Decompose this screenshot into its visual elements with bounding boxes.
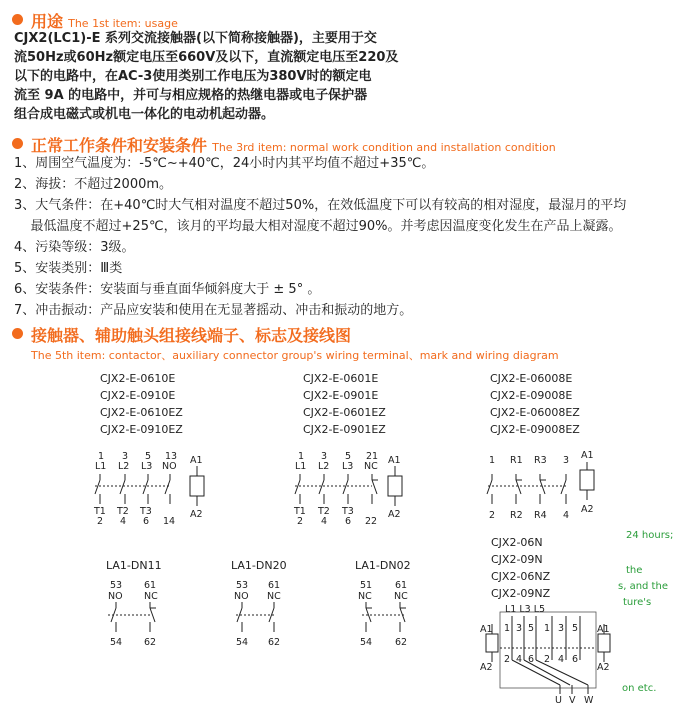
- svg-text:54: 54: [110, 637, 123, 648]
- overflow-text: on etc.: [622, 683, 657, 694]
- condition-item: 3、大气条件：在+40℃时大气相对温度不超过50%，在效低温度下可以有较高的相对湿度，最湿月的平均: [14, 198, 627, 213]
- pole: [95, 474, 170, 504]
- svg-text:2: 2: [489, 510, 496, 521]
- svg-text:1: 1: [98, 451, 105, 462]
- model-name: CJX2-E-0910E: [100, 389, 176, 402]
- svg-text:5: 5: [528, 623, 535, 634]
- svg-text:5: 5: [345, 451, 352, 462]
- aux-diagram-dn20: [234, 580, 281, 648]
- svg-text:22: 22: [365, 516, 378, 527]
- bullet-dot: [12, 138, 23, 149]
- model-name: CJX2-09NZ: [491, 587, 551, 600]
- group4-models: [491, 534, 550, 602]
- svg-text:T2: T2: [117, 506, 129, 517]
- model-name: CJX2-06NZ: [491, 570, 551, 583]
- svg-text:21: 21: [366, 451, 379, 462]
- svg-text:L1: L1: [295, 461, 307, 472]
- svg-text:5: 5: [145, 451, 152, 462]
- section1-title-en: The 1st item: usage: [68, 17, 178, 30]
- svg-text:A2: A2: [581, 504, 594, 515]
- model-name: CJX2-E-0610E: [100, 372, 176, 385]
- model-name: CJX2-E-09008E: [490, 389, 573, 402]
- svg-text:2: 2: [297, 516, 304, 527]
- overflow-text: s, and the: [618, 581, 668, 592]
- svg-text:R1: R1: [510, 455, 523, 466]
- svg-text:A1: A1: [388, 455, 401, 466]
- svg-text:R3: R3: [534, 455, 547, 466]
- svg-text:L1 L3 L5: L1 L3 L5: [505, 604, 546, 615]
- section1-line: 流至 9A 的电路中，并可与相应规格的热继电器或电子保护器: [14, 88, 368, 103]
- aux-dn11-title: LA1-DN11: [106, 559, 162, 572]
- section5-title-cn: 接触器、辅助触头组接线端子、标志及接线图: [31, 326, 352, 345]
- wiring-diagram-1: [93, 451, 204, 527]
- svg-text:A1: A1: [480, 624, 493, 635]
- svg-text:4: 4: [321, 516, 328, 527]
- model-name: CJX2-E-09008EZ: [490, 423, 580, 436]
- svg-text:3: 3: [516, 623, 523, 634]
- model-name: CJX2-E-0901EZ: [303, 423, 386, 436]
- aux-dn02-title: LA1-DN02: [355, 559, 411, 572]
- svg-text:14: 14: [163, 516, 176, 527]
- svg-text:5: 5: [572, 623, 579, 634]
- model-name: CJX2-E-0601EZ: [303, 406, 386, 419]
- svg-text:NO: NO: [234, 591, 249, 602]
- section3-title-cn: 正常工作条件和安装条件: [31, 136, 208, 155]
- svg-text:2: 2: [504, 654, 511, 665]
- svg-text:2: 2: [544, 654, 551, 665]
- svg-text:4: 4: [558, 654, 565, 665]
- svg-text:W: W: [584, 695, 594, 706]
- svg-text:53: 53: [236, 580, 249, 591]
- svg-text:2: 2: [97, 516, 104, 527]
- group2-models: [303, 370, 386, 438]
- section3-list: [14, 153, 626, 321]
- svg-text:6: 6: [143, 516, 150, 527]
- overflow-text: ture's: [623, 597, 652, 608]
- model-name: CJX2-E-0910EZ: [100, 423, 183, 436]
- svg-text:NO: NO: [162, 461, 177, 472]
- svg-text:R4: R4: [534, 510, 547, 521]
- svg-text:T2: T2: [318, 506, 330, 517]
- svg-text:L1: L1: [95, 461, 107, 472]
- model-name: CJX2-E-0901E: [303, 389, 379, 402]
- svg-text:T1: T1: [294, 506, 306, 517]
- svg-text:V: V: [569, 695, 576, 706]
- section1-line: 流50Hz或60Hz额定电压至660V及以下，直流额定电压至220及: [14, 50, 399, 65]
- svg-text:51: 51: [360, 580, 373, 591]
- condition-item: 2、海拔：不超过2000m。: [14, 177, 173, 192]
- svg-text:L2: L2: [118, 461, 130, 472]
- svg-text:62: 62: [268, 637, 281, 648]
- svg-text:A1: A1: [597, 624, 610, 635]
- svg-text:3: 3: [558, 623, 565, 634]
- section1-title-cn: 用途: [31, 12, 64, 31]
- condition-item: 6、安装条件：安装面与垂直面华倾斜度大于 ± 5° 。: [14, 282, 321, 297]
- section1-body: [14, 29, 398, 124]
- model-name: CJX2-E-06008E: [490, 372, 573, 385]
- svg-text:U: U: [555, 695, 562, 706]
- svg-text:54: 54: [360, 637, 373, 648]
- svg-text:NC: NC: [267, 591, 281, 602]
- svg-text:R2: R2: [510, 510, 523, 521]
- group1-models: [100, 370, 183, 438]
- model-name: CJX2-E-0601E: [303, 372, 379, 385]
- condition-item: 5、安装类别：Ⅲ类: [14, 261, 123, 276]
- svg-text:54: 54: [236, 637, 249, 648]
- svg-text:62: 62: [144, 637, 157, 648]
- bullet-dot: [12, 14, 23, 25]
- section5-title-en: The 5th item: contactor、auxiliary connector group's wiring terminal、mark and wiring diagram: [31, 349, 559, 362]
- svg-text:A2: A2: [388, 509, 401, 520]
- svg-text:62: 62: [395, 637, 408, 648]
- condition-item: 7、冲击振动：产品应安装和使用在无显著摇动、冲击和振动的地方。: [14, 303, 413, 318]
- bullet-dot: [12, 328, 23, 339]
- svg-text:53: 53: [110, 580, 123, 591]
- wiring-diagram-2: [293, 451, 402, 527]
- model-name: CJX2-E-06008EZ: [490, 406, 580, 419]
- svg-text:T1: T1: [94, 506, 106, 517]
- wiring-diagram-3: [487, 450, 594, 521]
- svg-text:NC: NC: [358, 591, 372, 602]
- model-name: CJX2-E-0610EZ: [100, 406, 183, 419]
- svg-text:NC: NC: [394, 591, 408, 602]
- aux-dn20-title: LA1-DN20: [231, 559, 287, 572]
- svg-text:1: 1: [544, 623, 551, 634]
- condition-item: 4、污染等级：3级。: [14, 240, 135, 255]
- aux-diagram-dn11: [108, 580, 158, 648]
- svg-text:1: 1: [489, 455, 496, 466]
- aux-diagram-dn02: [358, 580, 408, 648]
- svg-text:4: 4: [516, 654, 523, 665]
- section1-line: 组合成电磁式或机电一体化的电动机起动器。: [14, 107, 275, 122]
- svg-text:NC: NC: [364, 461, 378, 472]
- group3-models: [490, 370, 580, 438]
- svg-text:A2: A2: [597, 662, 610, 673]
- svg-text:A1: A1: [581, 450, 594, 461]
- svg-text:61: 61: [395, 580, 408, 591]
- svg-text:A2: A2: [480, 662, 493, 673]
- model-name: CJX2-09N: [491, 553, 543, 566]
- section1-line: 以下的电路中，在AC-3使用类别工作电压为380V时的额定电: [14, 69, 372, 84]
- reversing-wiring-diagram: [480, 604, 610, 706]
- svg-text:L2: L2: [318, 461, 330, 472]
- svg-text:3: 3: [563, 455, 570, 466]
- svg-text:1: 1: [298, 451, 305, 462]
- svg-text:3: 3: [321, 451, 328, 462]
- condition-item: 1、周围空气温度为：-5℃~+40℃，24小时内其平均值不超过+35℃。: [14, 156, 435, 171]
- svg-text:NO: NO: [108, 591, 123, 602]
- svg-text:6: 6: [345, 516, 352, 527]
- svg-text:A2: A2: [190, 509, 203, 520]
- svg-text:T3: T3: [342, 506, 354, 517]
- svg-text:4: 4: [563, 510, 570, 521]
- svg-text:L3: L3: [141, 461, 153, 472]
- svg-text:L3: L3: [342, 461, 354, 472]
- svg-text:13: 13: [165, 451, 178, 462]
- svg-text:61: 61: [268, 580, 281, 591]
- svg-text:NC: NC: [144, 591, 158, 602]
- svg-text:A1: A1: [190, 455, 203, 466]
- overflow-text: 24 hours;: [626, 530, 674, 541]
- svg-text:T3: T3: [140, 506, 152, 517]
- overflow-text: the: [626, 565, 643, 576]
- condition-item: 最低温度不超过+25℃，该月的平均最大相对湿度不超过90%。并考虑因温度变化发生在产品上凝露。: [14, 219, 622, 234]
- svg-text:4: 4: [120, 516, 127, 527]
- svg-text:1: 1: [504, 623, 511, 634]
- svg-text:6: 6: [528, 654, 535, 665]
- svg-text:3: 3: [122, 451, 129, 462]
- model-name: CJX2-06N: [491, 536, 543, 549]
- svg-text:61: 61: [144, 580, 157, 591]
- svg-text:6: 6: [572, 654, 579, 665]
- section3-title-en: The 3rd item: normal work condition and installation condition: [212, 141, 556, 154]
- section1-line: CJX2(LC1)-E 系列交流接触器(以下简称接触器)，主要用于交: [14, 31, 377, 46]
